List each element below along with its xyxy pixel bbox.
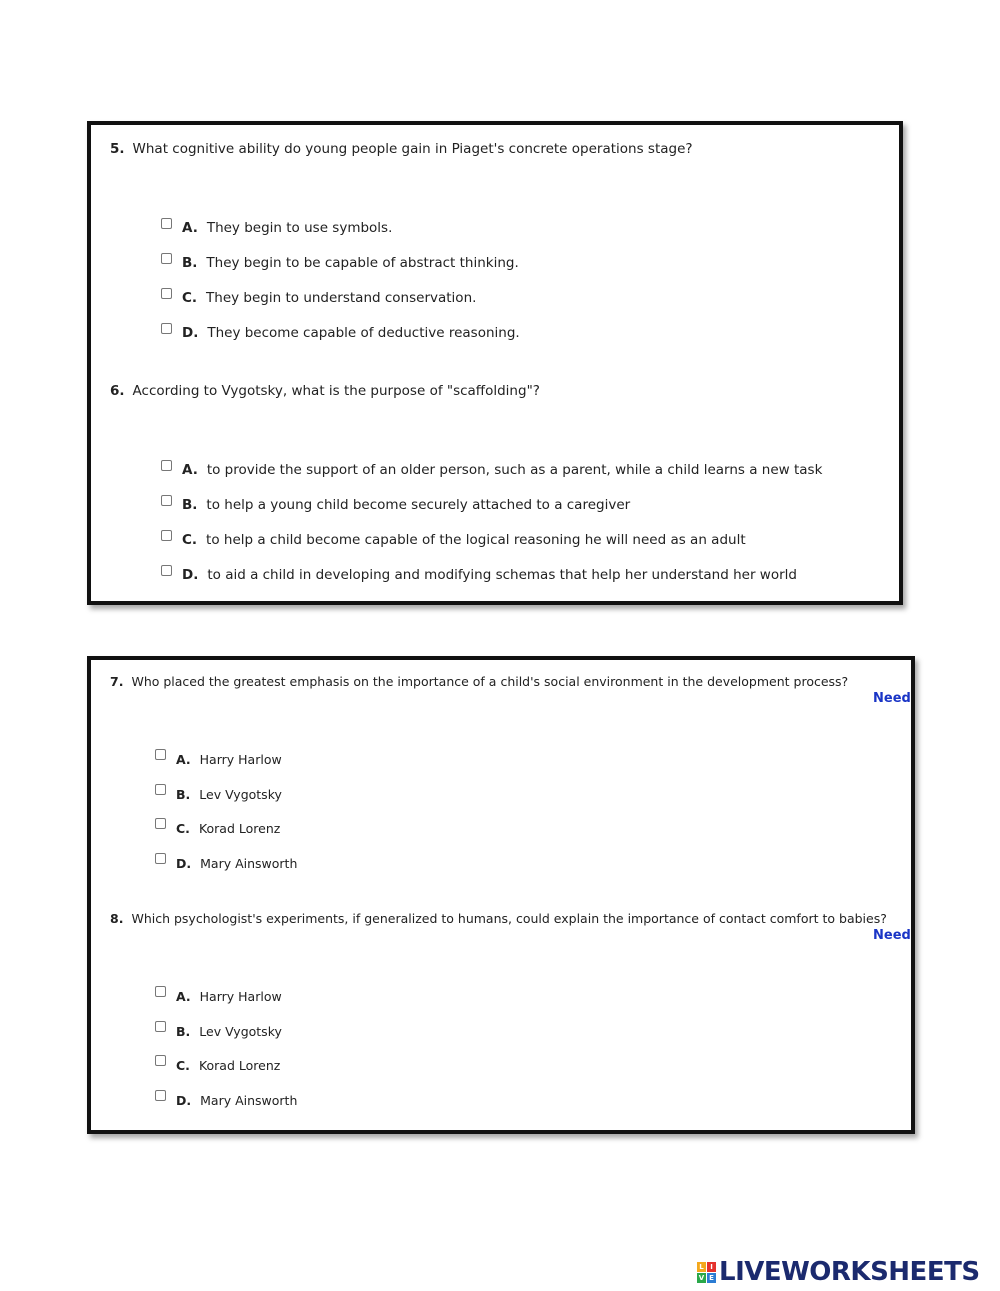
checkbox[interactable] [161,565,172,576]
option-5b[interactable] [161,255,519,271]
question-5 [110,141,693,157]
option-7c[interactable] [155,821,280,836]
option-text: Korad Lorenz [198,1058,281,1073]
logo-blocks-icon [697,1262,716,1283]
option-8c[interactable] [155,1058,280,1073]
option-letter: C. [176,821,190,836]
option-letter: D. [176,1093,192,1108]
option-letter: B. [176,1024,191,1039]
option-letter: C. [182,290,198,306]
question-text: What cognitive ability do young people gain in Piaget's concrete operations stage? [132,141,693,157]
option-6c[interactable] [161,532,746,548]
option-6b[interactable] [161,497,630,513]
checkbox[interactable] [155,784,166,795]
option-8a[interactable] [155,989,282,1004]
checkbox[interactable] [161,288,172,299]
question-8 [110,911,887,926]
question-number: 8. [110,911,124,926]
option-text: Lev Vygotsky [199,787,282,802]
checkbox[interactable] [155,1055,166,1066]
logo-block: I [707,1262,716,1272]
option-text: They become capable of deductive reasoning. [207,325,520,341]
option-text: They begin to be capable of abstract thinking. [206,255,519,271]
option-text: Mary Ainsworth [200,856,298,871]
checkbox[interactable] [161,530,172,541]
checkbox[interactable] [161,323,172,334]
option-letter: B. [182,255,198,271]
option-8d[interactable] [155,1093,297,1108]
logo-block: E [707,1273,716,1283]
checkbox[interactable] [155,986,166,997]
checkbox[interactable] [155,749,166,760]
question-number: 7. [110,674,124,689]
question-text: Which psychologist's experiments, if generalized to humans, could explain the importance of contact comfort to babies? [131,911,887,926]
option-letter: A. [182,462,198,478]
question-box-2 [87,656,915,1134]
checkbox[interactable] [155,853,166,864]
question-text: Who placed the greatest emphasis on the importance of a child's social environment in the development process? [131,674,849,689]
option-text: They begin to understand conservation. [206,290,477,306]
option-text: Mary Ainsworth [200,1093,298,1108]
option-text: to help a young child become securely attached to a caregiver [206,497,631,513]
logo-text: LIVEWORKSHEETS [719,1257,980,1287]
option-letter: B. [176,787,191,802]
checkbox[interactable] [155,1021,166,1032]
option-text: to aid a child in developing and modifying schemas that help her understand her world [207,567,797,583]
checkbox[interactable] [161,460,172,471]
question-number: 5. [110,141,125,157]
option-7a[interactable] [155,752,282,767]
option-letter: A. [182,220,198,236]
option-letter: D. [182,567,199,583]
option-7d[interactable] [155,856,297,871]
checkbox[interactable] [161,495,172,506]
option-5a[interactable] [161,220,392,236]
question-text: According to Vygotsky, what is the purpose of "scaffolding"? [132,383,540,399]
logo-block: L [697,1262,706,1272]
option-text: They begin to use symbols. [206,220,393,236]
option-8b[interactable] [155,1024,282,1039]
checkbox[interactable] [155,1090,166,1101]
option-text: Lev Vygotsky [199,1024,282,1039]
option-letter: B. [182,497,198,513]
option-text: Korad Lorenz [198,821,281,836]
question-box-1 [87,121,903,605]
option-letter: C. [176,1058,190,1073]
option-text: to provide the support of an older person, such as a parent, while a child learns a new task [206,462,823,478]
option-text: Harry Harlow [199,989,282,1004]
option-letter: C. [182,532,198,548]
checkbox[interactable] [155,818,166,829]
option-5c[interactable] [161,290,476,306]
need-link[interactable]: Need [873,691,911,706]
liveworksheets-logo [697,1257,980,1287]
option-letter: A. [176,989,191,1004]
option-6d[interactable] [161,567,797,583]
question-6 [110,383,540,399]
question-number: 6. [110,383,125,399]
option-letter: A. [176,752,191,767]
need-link[interactable]: Need [873,928,911,943]
option-text: to help a child become capable of the logical reasoning he will need as an adult [206,532,746,548]
option-6a[interactable] [161,462,822,478]
option-7b[interactable] [155,787,282,802]
option-letter: D. [182,325,199,341]
option-5d[interactable] [161,325,520,341]
question-7 [110,674,848,689]
checkbox[interactable] [161,218,172,229]
logo-block: V [698,1273,705,1282]
option-letter: D. [176,856,192,871]
option-text: Harry Harlow [199,752,282,767]
checkbox[interactable] [161,253,172,264]
